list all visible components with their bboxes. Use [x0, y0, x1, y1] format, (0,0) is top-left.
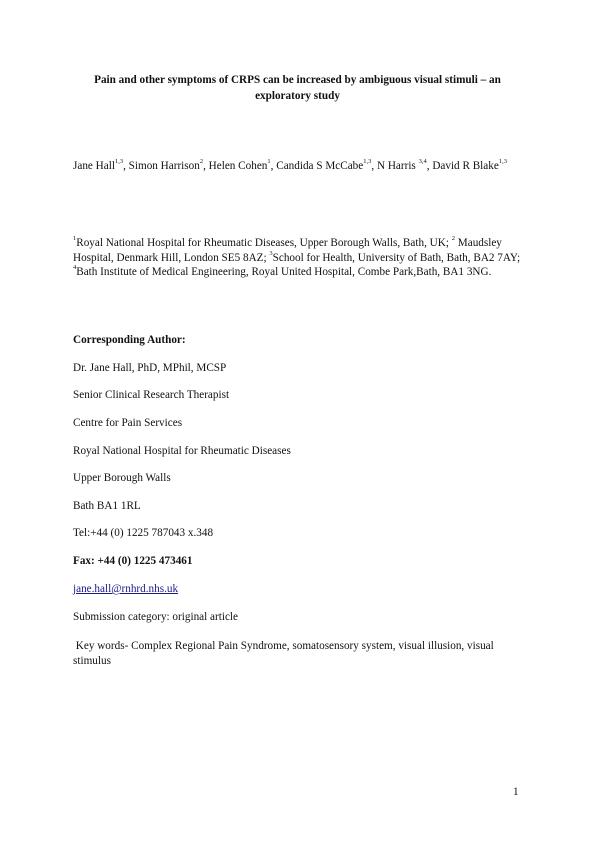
submission-category: Submission category: original article	[73, 611, 238, 623]
corresponding-city: Bath BA1 1RL	[73, 500, 141, 512]
corresponding-name: Dr. Jane Hall, PhD, MPhil, MCSP	[73, 362, 227, 374]
author-name: Candida S McCabe	[276, 160, 364, 172]
title-line-1: Pain and other symptoms of CRPS can be increased by ambiguous visual stimuli – an	[94, 74, 501, 86]
author-name: Jane Hall	[73, 160, 115, 172]
corresponding-email-link[interactable]: jane.hall@rnhrd.nhs.uk	[73, 583, 179, 595]
affiliation-text: Bath Institute of Medical Engineering, Royal United Hospital, Combe Park,Bath, BA1 3NG.	[76, 266, 492, 278]
author-affiliation-mark: 2	[199, 158, 204, 166]
affiliation-text: School for Health, University of Bath, Bath, BA2 7AY;	[272, 251, 521, 264]
affiliation-text: Maudsley Hospital, Denmark Hill, London SE5 8AZ;	[73, 237, 502, 264]
author-list: Jane Hall$^{1,3}$, Simon Harrison$^2$, Helen Cohen$^1$, Candida S McCabe$^{1,3}$, N Harris $^{3,4}$, David R Blake$^{1,3}$	[73, 158, 507, 172]
author-affiliation-mark: 1	[267, 158, 271, 166]
author-affiliation-mark: 1,3	[363, 158, 372, 166]
author-name: Helen Cohen	[208, 160, 268, 172]
keywords	[73, 639, 513, 668]
affiliation-mark: 2	[451, 235, 455, 243]
author-affiliation-mark: 3,4	[418, 158, 427, 166]
paper-title	[60, 72, 535, 104]
author-name: David R Blake	[432, 160, 499, 172]
author-name: N Harris	[376, 160, 416, 172]
corresponding-position: Senior Clinical Research Therapist	[73, 389, 230, 401]
corresponding-fax: Fax: +44 (0) 1225 473461	[73, 555, 193, 567]
corresponding-heading: Corresponding Author:	[73, 334, 186, 346]
affiliation-mark: 3	[269, 249, 273, 257]
affiliation-text: Royal National Hospital for Rheumatic Diseases, Upper Borough Walls, Bath, UK;	[76, 237, 449, 249]
author-name: Simon Harrison	[128, 160, 200, 172]
corresponding-centre: Centre for Pain Services	[73, 417, 183, 429]
corresponding-hospital: Royal National Hospital for Rheumatic Diseases	[73, 445, 291, 457]
corresponding-street: Upper Borough Walls	[73, 472, 171, 484]
author-affiliation-mark: 1,3	[114, 158, 124, 166]
corresponding-tel: Tel:+44 (0) 1225 787043 x.348	[73, 527, 214, 539]
title-line-2: exploratory study	[255, 90, 340, 102]
author-affiliation-mark: 1,3	[498, 158, 507, 166]
affiliation-mark: 4	[73, 264, 77, 272]
keywords-text: Key words- Complex Regional Pain Syndrome, somatosensory system, visual illusion, visual stimulus	[73, 640, 494, 667]
page-number: 1	[513, 786, 519, 798]
affiliations	[73, 236, 525, 280]
affiliation-mark: 1	[73, 235, 77, 243]
